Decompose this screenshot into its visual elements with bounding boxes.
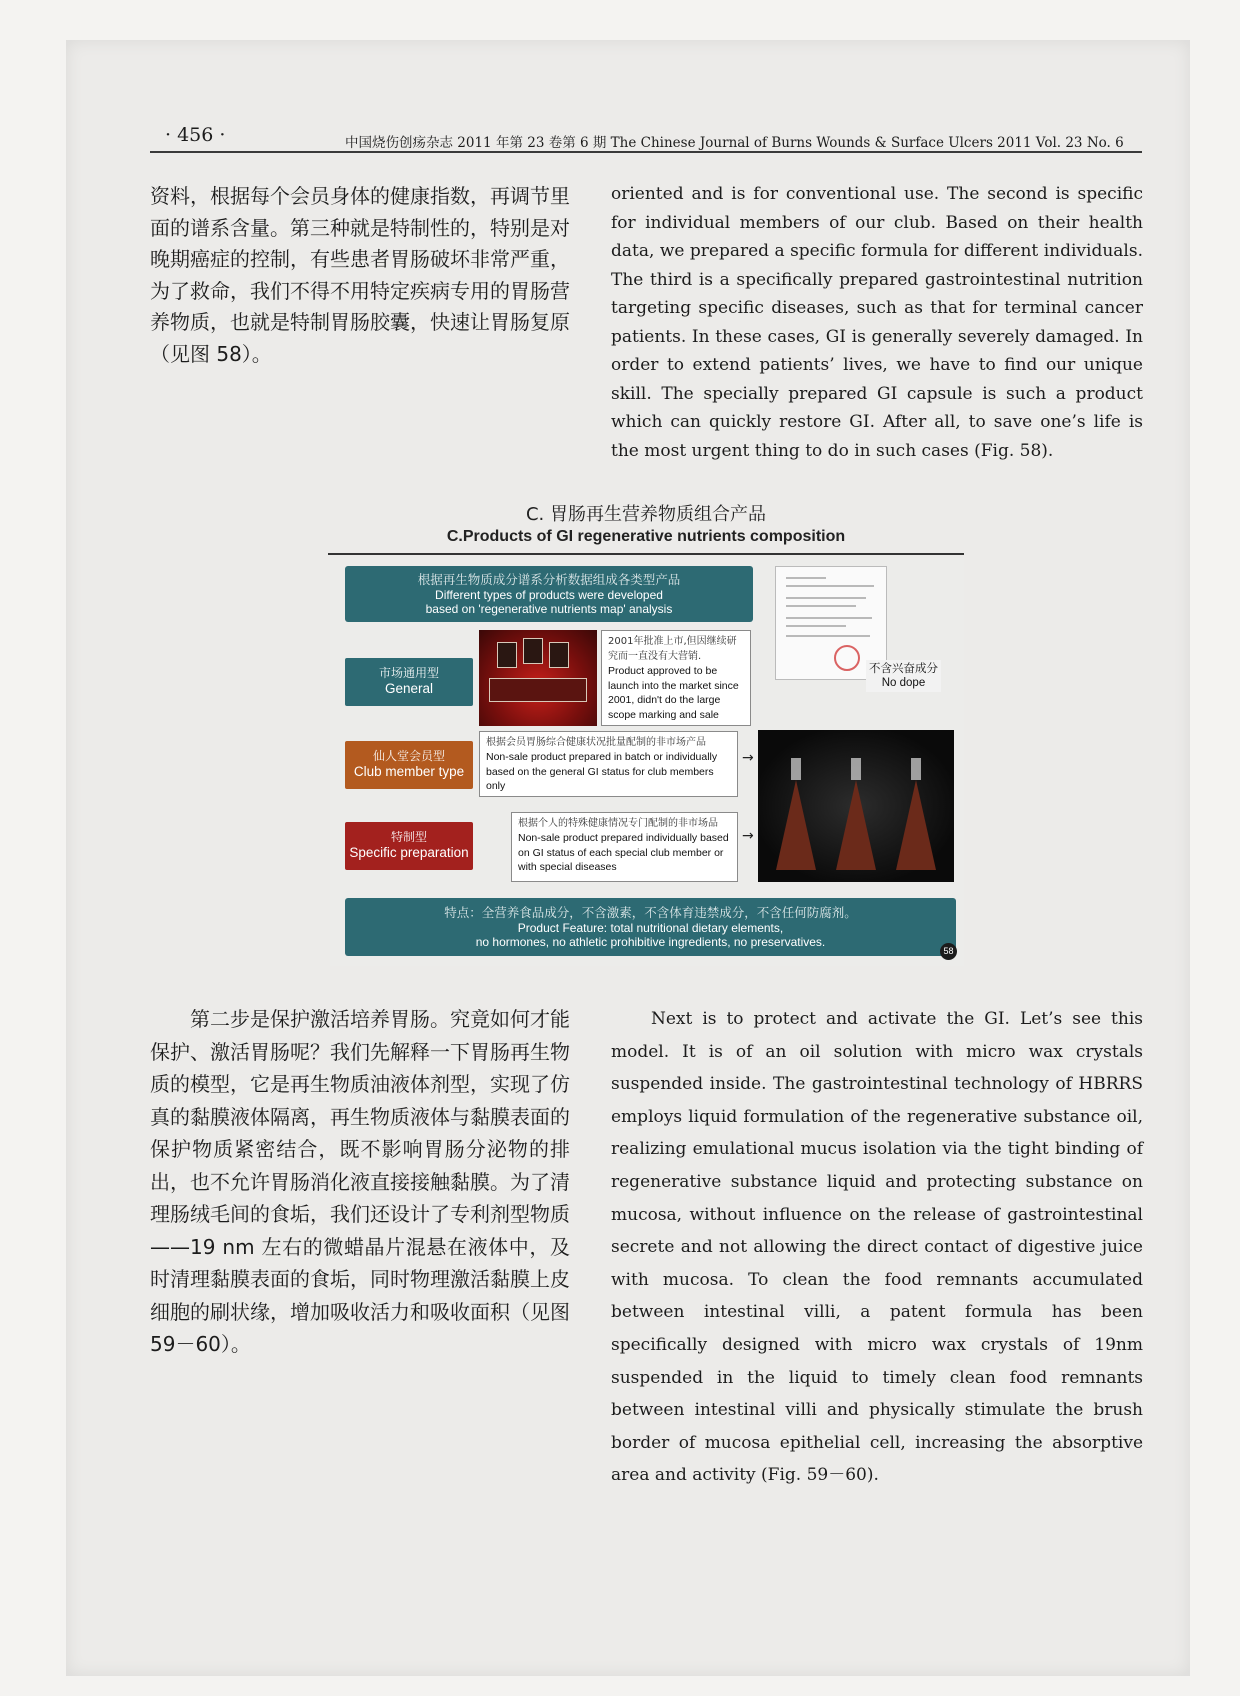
general-desc-cn: 2001年批准上市,但因继续研究而一直没有大营销. <box>608 636 737 662</box>
type-general-cn: 市场通用型 <box>378 666 439 680</box>
type-club-cn: 仙人堂会员型 <box>372 749 445 763</box>
product-box-1 <box>497 642 517 668</box>
feature-en-2: no hormones, no athletic prohibitive ingredients, no preservatives. <box>475 935 826 949</box>
doc-line <box>786 577 826 579</box>
paragraph-en-bottom: Next is to protect and activate the GI. Let’s see this model. It is of an oil solution with micro wax crystals suspended inside. The gastrointestinal technology of HBRRS employs liquid formulation of the regenerative substance oil, realizing emulational mucus isolation via the tight binding of regenerative substance liquid and protecting substance on mucosa, without influence on the release of gastrointestinal secrete and not allowing the direct contact of digestive juice with mucosa. To clean the food remnants accumulated between intestinal villi, a patent formula has been specifically designed with micro wax crystals of 19nm suspended in the liquid to timely clean food remnants between intestinal villi and physically stimulate the brush border of mucosa epithelial cell, increasing the absorptive area and activity (Fig. 59－60). <box>611 1009 1143 1486</box>
flask-image <box>776 780 816 870</box>
flask-image <box>896 780 936 870</box>
figure-top-banner <box>345 566 753 622</box>
doc-line <box>786 597 866 599</box>
product-tray <box>489 678 587 702</box>
type-general-en: General <box>384 681 434 696</box>
doc-line <box>786 585 874 587</box>
paragraph-cn-top: 资料，根据每个会员身体的健康指数，再调节里面的谱系含量。第三种就是特制性的，特别是对晚期癌症的控制，有些患者胃肠破坏非常严重，为了救命，我们不得不用特定疾病专用的胃肠营养物质，也就是特制胃肠胶囊，快速让胃肠复原（见图 58）。 <box>150 184 570 366</box>
no-dope-label <box>866 660 941 692</box>
figure-title-en: C.Products of GI regenerative nutrients composition <box>446 528 846 545</box>
no-dope-cn: 不含兴奋成分 <box>869 661 938 675</box>
paragraph-cn-bottom: 第二步是保护激活培养胃肠。究竟如何才能保护、激活胃肠呢？我们先解释一下胃肠再生物质的模型，它是再生物质油液体剂型，实现了仿真的黏膜液体隔离，再生物质液体与黏膜表面的保护物质紧密结合，既不影响胃肠分泌物的排出，也不允许胃肠消化液直接接触黏膜。为了清理肠绒毛间的食垢，我们还设计了专利剂型物质——19 nm 左右的微蜡晶片混悬在液体中，及时清理黏膜表面的食垢，同时物理激活黏膜上皮细胞的刷状缘，增加吸收活力和吸收面积（见图 59－60）。 <box>150 1007 570 1356</box>
flask-neck <box>791 758 801 780</box>
doc-line <box>786 635 870 637</box>
type-club-member <box>345 741 473 789</box>
stamp-seal <box>834 645 860 671</box>
general-desc-en: Product approved to be launch into the market since 2001, didn't do the large scope marking and sale <box>608 665 739 721</box>
products-photo <box>479 630 597 726</box>
flask-neck <box>911 758 921 780</box>
type-general <box>345 658 473 706</box>
type-specific-cn: 特制型 <box>390 830 427 844</box>
flask-neck <box>851 758 861 780</box>
figure-rule <box>328 553 964 555</box>
feature-cn: 特点：全营养食品成分，不含激素，不含体育违禁成分，不含任何防腐剂。 <box>444 905 857 920</box>
feature-en-1: Product Feature: total nutritional dietary elements, <box>517 921 784 935</box>
header-rule <box>150 151 1142 153</box>
doc-line <box>786 617 872 619</box>
club-description <box>479 731 738 797</box>
type-specific-en: Specific preparation <box>349 845 469 860</box>
special-description <box>511 812 738 882</box>
type-club-en: Club member type <box>353 764 465 779</box>
figure-top-cn: 根据再生物质成分谱系分析数据组成各类型产品 <box>417 572 681 587</box>
figure-number-badge: 58 <box>940 943 957 960</box>
arrow-right-icon: → <box>742 750 754 766</box>
arrow-right-icon: → <box>742 828 754 844</box>
flask-image <box>836 780 876 870</box>
club-desc-cn: 根据会员胃肠综合健康状况批量配制的非市场产品 <box>486 737 706 748</box>
club-desc-en: Non-sale product prepared in batch or individually based on the general GI status for club members only <box>486 751 718 792</box>
special-desc-en: Non-sale product prepared individually based on GI status of each special club member or with special diseases <box>518 832 729 873</box>
product-box-3 <box>549 642 569 668</box>
type-specific <box>345 822 473 870</box>
figure-title-cn: C. 胃肠再生营养物质组合产品 <box>525 504 766 525</box>
product-box-2 <box>523 638 543 664</box>
paragraph-en-top: oriented and is for conventional use. The second is specific for individual members of our club. Based on their health data, we prepared a specific formula for different individuals. The third is a specifically prepared gastrointestinal nutrition targeting specific diseases, such as that for terminal cancer patients. In these cases, GI is generally severely damaged. In order to extend patients’ lives, we have to find our unique skill. The specially prepared GI capsule is such a product which can quickly restore GI. After all, to save one’s life is the most urgent thing to do in such cases (Fig. 58). <box>611 184 1143 461</box>
figure-top-en-1: Different types of products were developed <box>435 588 663 602</box>
journal-header: 中国烧伤创疡杂志 2011 年第 23 卷第 6 期 The Chinese Journal of Burns Wounds & Surface Ulcers 2011 Vol. 23 No. 6 <box>345 135 1124 151</box>
doc-line <box>786 625 846 627</box>
figure-top-en-2: based on 'regenerative nutrients map' analysis <box>425 602 673 616</box>
no-dope-en: No dope <box>881 677 926 689</box>
general-description <box>601 630 751 726</box>
flasks-photo <box>758 730 954 882</box>
special-desc-cn: 根据个人的特殊健康情况专门配制的非市场品 <box>518 818 718 829</box>
doc-line <box>786 605 856 607</box>
page-number: · 456 · <box>165 124 226 146</box>
product-feature-banner <box>345 898 956 956</box>
